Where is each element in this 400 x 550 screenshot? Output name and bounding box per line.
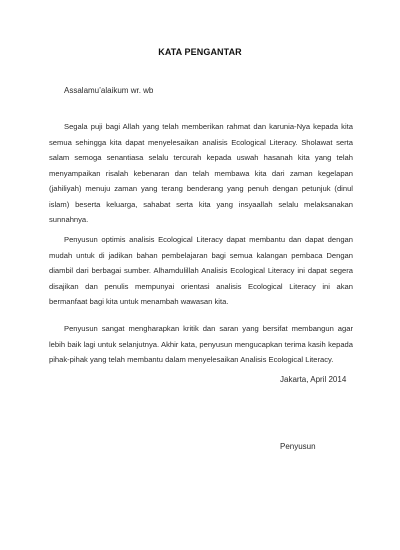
paragraph-1: Segala puji bagi Allah yang telah memberikan rahmat dan karunia-Nya kepada kita semua sehingga kita dapat menyelesaikan analisis Ecological Literacy. Sholawat serta salam semoga senantiasa selalu tercurah kepada uswah hasanah kita yang telah menyampaikan risalah kebenaran dan telah membawa kita dari zaman kegelapan (jahiliyah) menuju zaman yang terang benderang yang penuh dengan petunjuk (dinul islam) beserta keluarga, sahabat serta kita yang insyaallah selalu melaksanakan sunnahnya. xyxy=(49,122,353,224)
paragraph-2: Penyusun optimis analisis Ecological Literacy dapat membantu dan dapat dengan mudah untuk di jadikan bahan pembelajaran bagi semua kalangan pembaca Dengan diambil dari berbagai sumber. Alhamdulillah Analisis Ecological Literacy ini dapat segera disajikan dan penulis mempunyai orientasi analisis Ecological Literacy ini akan bermanfaat bagi kita untuk menambah wawasan kita. xyxy=(49,235,353,306)
document-title: KATA PENGANTAR xyxy=(158,47,242,57)
greeting: Assalamu’alaikum wr. wb xyxy=(64,86,154,95)
signer-name: Penyusun xyxy=(280,442,316,451)
paragraph-3: Penyusun sangat mengharapkan kritik dan saran yang bersifat membangun agar lebih baik lagi untuk selanjutnya. Akhir kata, penyusun mengucapkan terima kasih kepada pihak-pihak yang telah membantu dalam menyelesaikan Analisis Ecological Literacy. xyxy=(49,324,353,364)
place-date: Jakarta, April 2014 xyxy=(280,375,347,384)
